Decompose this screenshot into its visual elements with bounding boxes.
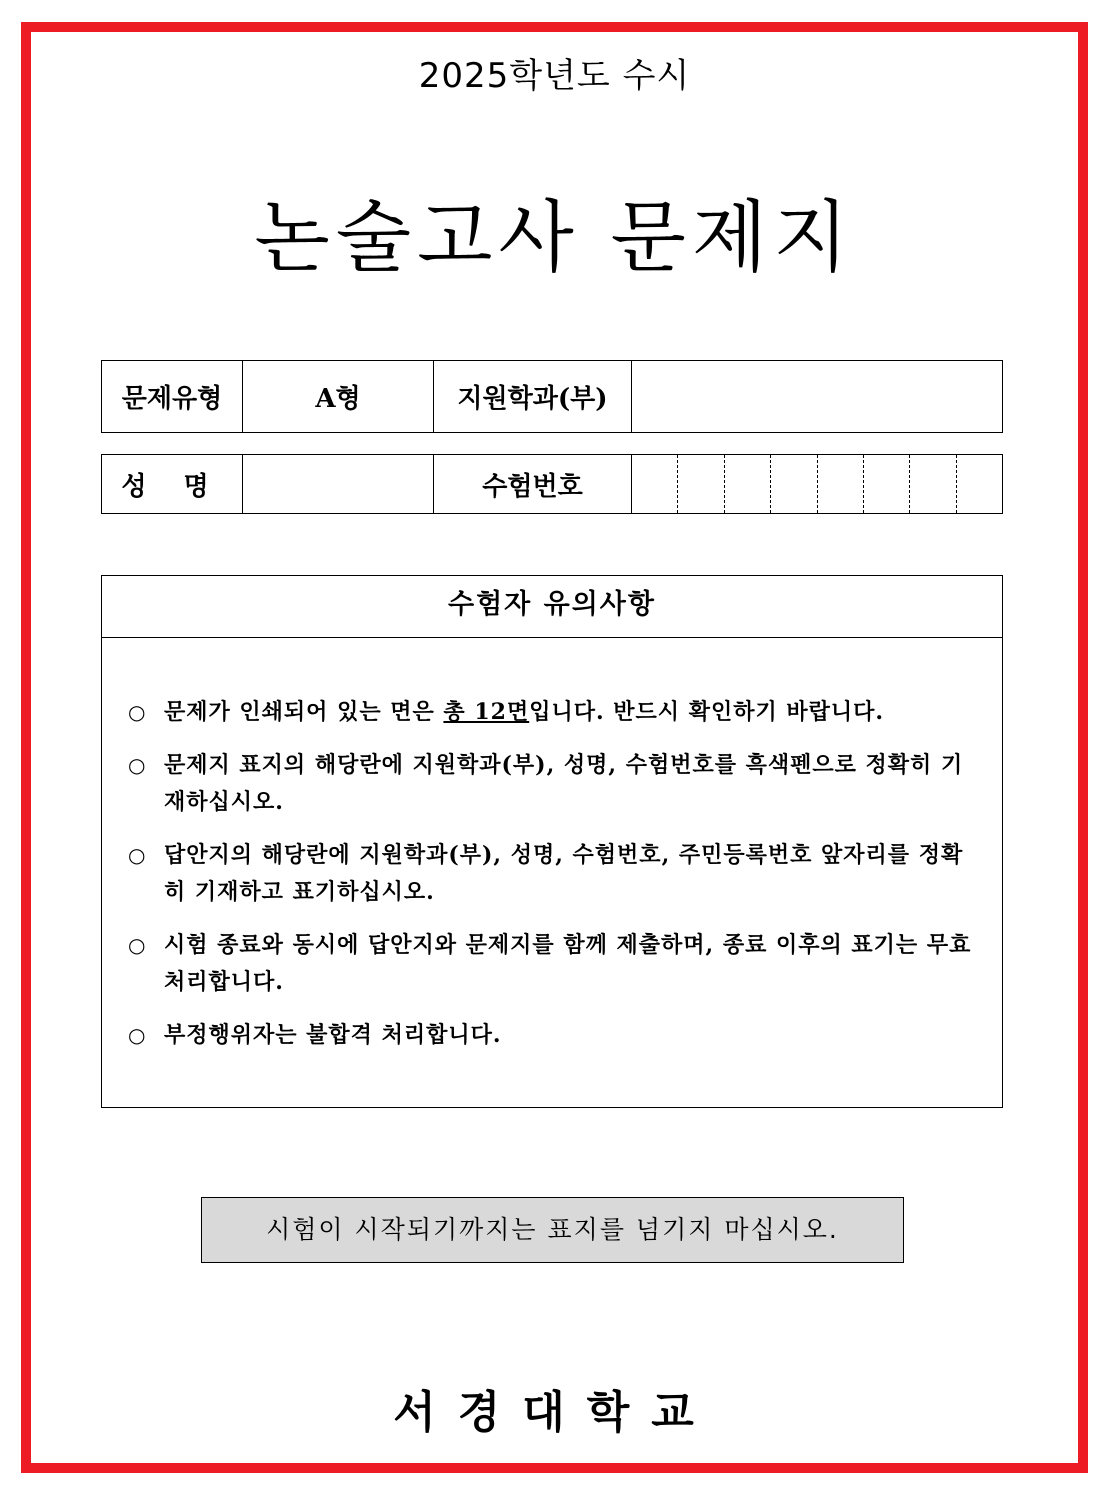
exam-number-digit-box[interactable]	[632, 455, 677, 513]
exam-number-boxes[interactable]	[632, 455, 1002, 513]
notice-item: ○ 답안지의 해당란에 지원학과(부), 성명, 수험번호, 주민등록번호 앞자리를 정확히 기재하고 표기하십시오.	[128, 837, 976, 911]
page-count-emphasis: 총 12면	[443, 699, 530, 725]
notice-list	[102, 638, 1002, 1054]
circle-bullet-icon: ○	[128, 753, 147, 777]
type-label: 문제유형	[102, 361, 243, 433]
university-name: 서경대학교	[393, 1387, 716, 1438]
do-not-turn-warning: 시험이 시작되기까지는 표지를 넘기지 마십시오.	[201, 1197, 904, 1263]
page-title: 논술고사 문제지	[254, 193, 855, 283]
exam-number-label: 수험번호	[434, 455, 632, 514]
info-table-row2	[101, 454, 1003, 514]
type-value: A형	[243, 361, 434, 433]
exam-number-digit-box[interactable]	[724, 455, 770, 513]
name-field[interactable]	[243, 455, 434, 514]
circle-bullet-icon: ○	[128, 843, 147, 867]
circle-bullet-icon: ○	[128, 700, 147, 724]
notice-title: 수험자 유의사항	[102, 576, 1002, 638]
dept-label: 지원학과(부)	[434, 361, 632, 433]
exam-number-digit-box[interactable]	[863, 455, 909, 513]
circle-bullet-icon: ○	[128, 1023, 147, 1047]
dept-field[interactable]	[632, 361, 1003, 433]
exam-number-digit-box[interactable]	[956, 455, 1002, 513]
info-table-row1	[101, 360, 1003, 433]
notice-item: ○ 시험 종료와 동시에 답안지와 문제지를 함께 제출하며, 종료 이후의 표기는 무효 처리합니다.	[128, 927, 976, 1001]
exam-year-subtitle: 2025학년도 수시	[418, 56, 691, 96]
notice-item: ○ 문제지 표지의 해당란에 지원학과(부), 성명, 수험번호를 흑색펜으로 정확히 기재하십시오.	[128, 747, 976, 821]
notice-box	[101, 575, 1003, 1108]
exam-number-digit-box[interactable]	[770, 455, 816, 513]
notice-item: ○ 부정행위자는 불합격 처리합니다.	[128, 1017, 976, 1054]
exam-number-digit-box[interactable]	[817, 455, 863, 513]
circle-bullet-icon: ○	[128, 933, 147, 957]
exam-number-digit-box[interactable]	[909, 455, 955, 513]
exam-number-digit-box[interactable]	[677, 455, 723, 513]
name-label: 성 명	[102, 455, 243, 514]
notice-item: ○ 문제가 인쇄되어 있는 면은 총 12면입니다. 반드시 확인하기 바랍니다.	[128, 694, 976, 731]
exam-number-field[interactable]	[632, 455, 1003, 514]
